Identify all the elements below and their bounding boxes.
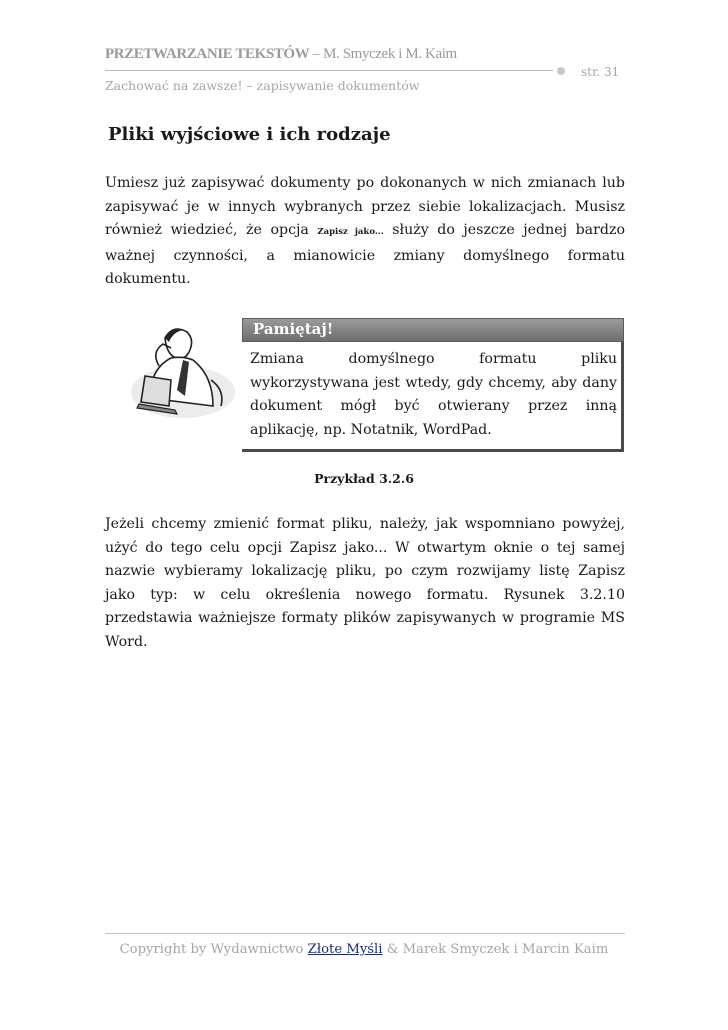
header-rule xyxy=(105,70,553,71)
publisher-link[interactable]: Złote Myśli xyxy=(307,942,383,957)
body-paragraph: Jeżeli chcemy zmienić format pliku, należy, jak wspomniano powyżej, użyć do tego celu opcji Zapisz jako... W otwartym oknie o tej samej nazwie wybieramy lokalizację pliku, po czym rozwijamy listę Zapisz jako typ: w celu określenia nowego formatu. Rysunek 3.2.10 przedstawia ważniejsze formaty plików zapisywanych w programie MS Word. xyxy=(105,516,625,650)
option-name: Zapisz jako... xyxy=(317,227,384,238)
intro-text-a: Umiesz już zapisywać dokumenty po dokonanych w nich zmianach lub zapisywać je w innych wybranych przez siebie lokalizacjach. Musisz również wiedzieć, że opcja xyxy=(105,175,625,239)
intro-paragraph xyxy=(105,172,625,292)
footer-rule xyxy=(105,933,625,934)
section-heading: Pliki wyjściowe i ich rodzaje xyxy=(108,124,391,145)
reminder-box xyxy=(242,318,624,452)
book-authors: – M. Smyczek i M. Kaim xyxy=(309,46,457,62)
chapter-subtitle: Zachować na zawsze! – zapisywanie dokumentów xyxy=(105,78,420,93)
running-title xyxy=(105,46,457,63)
page-number: str. 31 xyxy=(581,65,620,79)
footer-prefix: Copyright by Wydawnictwo xyxy=(119,942,308,957)
reminder-title: Pamiętaj! xyxy=(253,320,334,338)
reminder-body xyxy=(242,342,624,452)
intro-text-b: służy do jeszcze jednej bardzo ważnej czynności, a mianowicie zmiany domyślnego formatu dokumentu. xyxy=(105,222,626,288)
reminder-header xyxy=(242,318,624,342)
footer xyxy=(0,942,728,957)
reminder-text: Zmiana domyślnego formatu pliku wykorzystywana jest wtedy, gdy chcemy, aby dany dokument mógł być otwierany przez inną aplikację, np. Notatnik, WordPad. xyxy=(250,351,617,438)
example-caption: Przykład 3.2.6 xyxy=(314,471,414,486)
header-bullet-icon xyxy=(557,67,565,75)
footer-suffix: & Marek Smyczek i Marcin Kaim xyxy=(382,942,609,957)
book-title: PRZETWARZANIE TEKSTÓW xyxy=(105,46,310,62)
man-at-computer-illustration xyxy=(125,320,243,420)
